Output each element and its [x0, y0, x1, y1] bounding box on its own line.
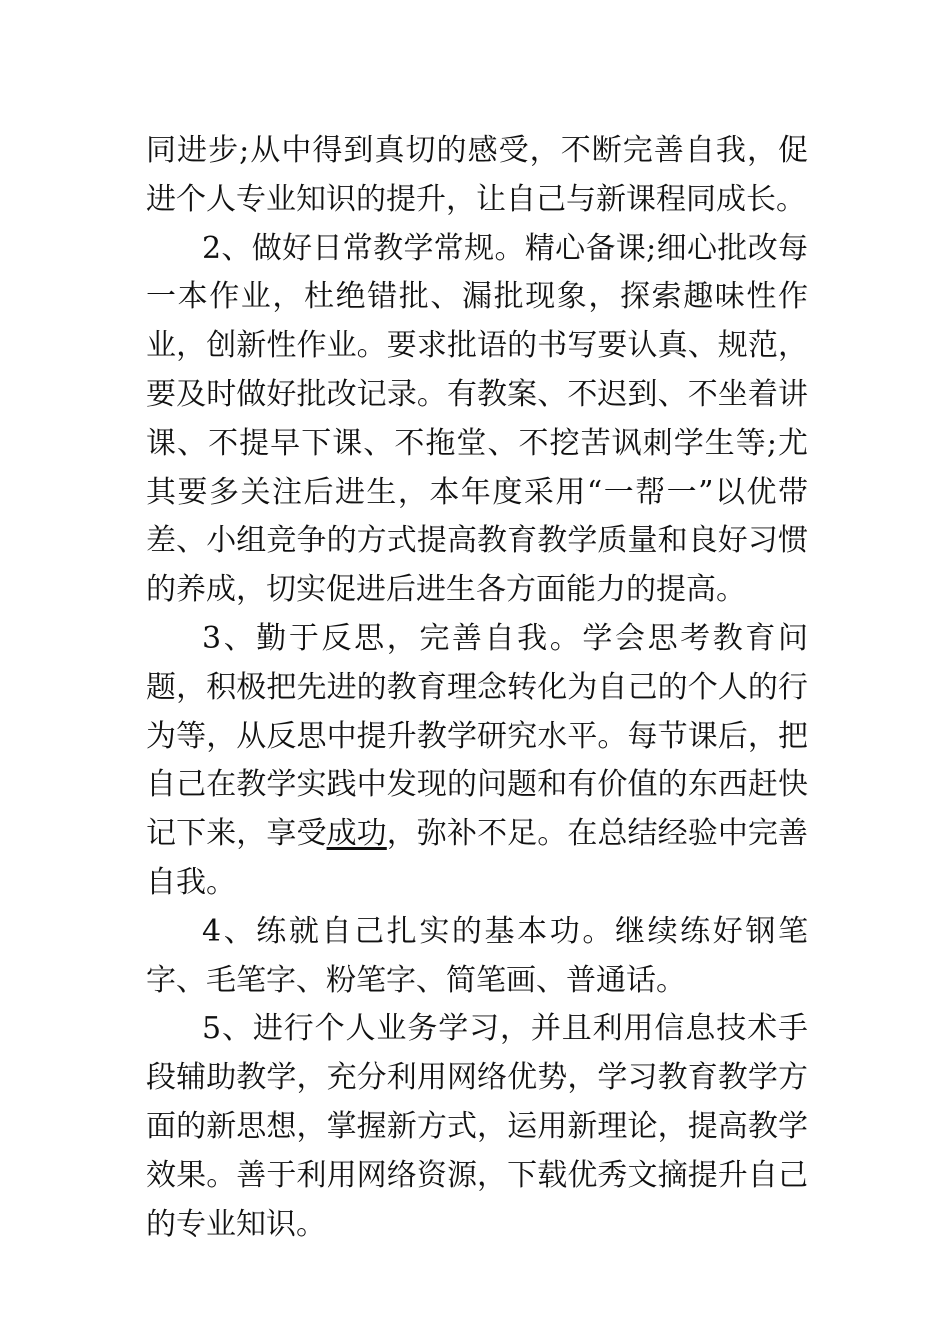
document-page — [146, 127, 808, 1249]
paragraph-item-3-text-after: ，弥补不足。在总结经验中完善自我。 — [146, 816, 809, 900]
success-link[interactable]: 成功 — [326, 816, 387, 852]
paragraph-item-2: 2、做好日常教学常规。精心备课;细心批改每一本作业，杜绝错批、漏批现象，探索趣味性作业，创新性作业。要求批语的书写要认真、规范，要及时做好批改记录。有教案、不迟到、不坐着讲课、不提早下课、不拖堂、不挖苦讽刺学生等;尤其要多关注后进生，本年度采用“一帮一”以优带差、小组竞争的方式提高教育教学质量和良好习惯的养成，切实促进后进生各方面能力的提高。 — [146, 230, 808, 608]
paragraph-item-4: 4、练就自己扎实的基本功。继续练好钢笔字、毛笔字、粉笔字、简笔画、普通话。 — [146, 913, 808, 998]
paragraph-item-3-text-before: 3、勤于反思，完善自我。学会思考教育问题，积极把先进的教育理念转化为自己的个人的行为等，从反思中提升教学研究水平。每节课后，把自己在教学实践中发现的问题和有价值的东西赶快记下来，享受 — [146, 620, 808, 852]
paragraph-continuation: 同进步;从中得到真切的感受，不断完善自我，促进个人专业知识的提升，让自己与新课程同成长。 — [146, 133, 808, 217]
paragraph-item-5: 5、进行个人业务学习，并且利用信息技术手段辅助教学，充分利用网络优势，学习教育教学方面的新思想，掌握新方式，运用新理论，提高教学效果。善于利用网络资源，下载优秀文摘提升自己的专业知识。 — [146, 1011, 808, 1242]
paragraph-item-3 — [146, 615, 808, 908]
